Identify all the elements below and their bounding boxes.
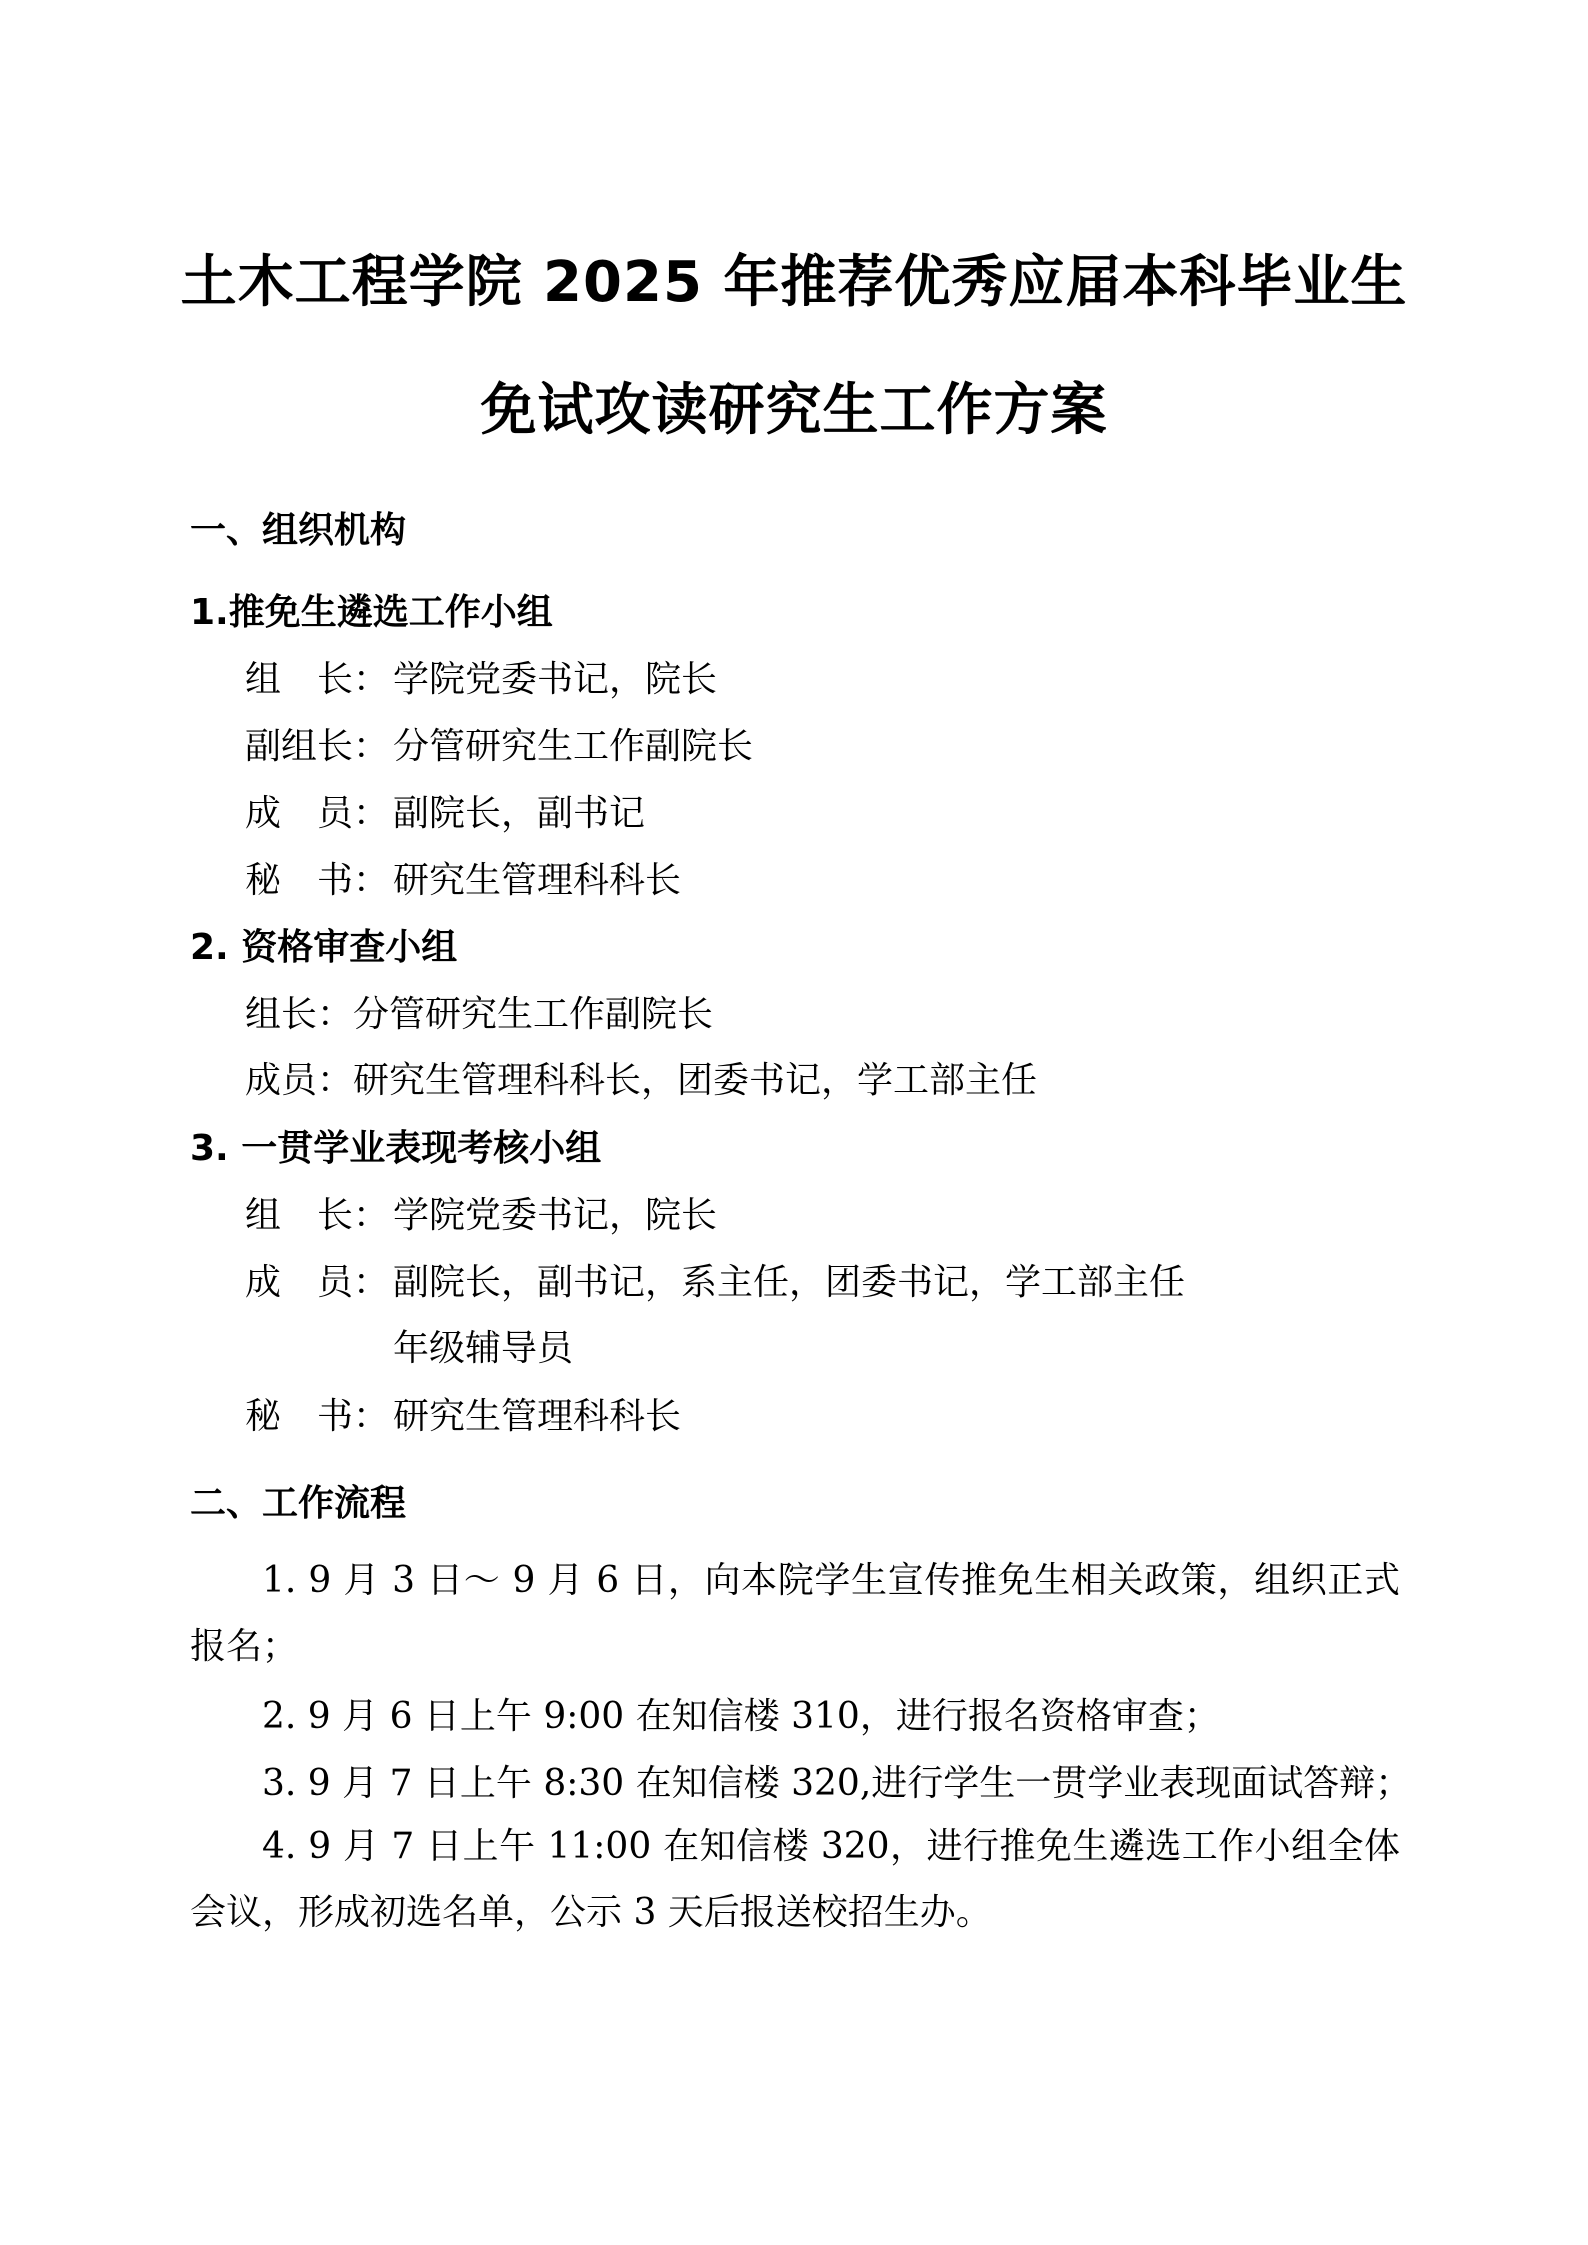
member-row bbox=[245, 785, 646, 836]
member-role-label: 秘 书： bbox=[245, 1396, 390, 1437]
member-row bbox=[245, 1254, 1186, 1305]
workflow-item bbox=[190, 1814, 1400, 1946]
member-role-value: 研究生管理科科长 bbox=[393, 860, 682, 901]
workflow-item: 2. 9 月 6 日上午 9:00 在知信楼 310，进行报名资格审查； bbox=[262, 1696, 1220, 1737]
member-row bbox=[245, 718, 754, 769]
member-role-value: 研究生管理科科长 bbox=[393, 1396, 682, 1437]
member-role-value: 学院党委书记，院长 bbox=[393, 1195, 718, 1236]
group-heading-selection: 1.推免生遴选工作小组 bbox=[190, 592, 553, 633]
member-continuation: 年级辅导员 bbox=[393, 1328, 574, 1369]
member-row bbox=[245, 852, 682, 903]
document-title-line1: 土木工程学院 2025 年推荐优秀应届本科毕业生 bbox=[180, 250, 1408, 315]
member-role-label: 组 长： bbox=[245, 1195, 390, 1236]
member-role-value: 副院长，副书记 bbox=[393, 793, 646, 834]
member-role-value: 学院党委书记，院长 bbox=[393, 659, 718, 700]
workflow-item-text: 4. 9 月 7 日上午 11:00 在知信楼 320，进行推免生遴选工作小组全体会议，形成初选名单，公示 3 天后报送校招生办。 bbox=[190, 1826, 1400, 1933]
section-heading-organization: 一、组织机构 bbox=[190, 510, 407, 551]
member-role-value: 副院长，副书记，系主任，团委书记，学工部主任 bbox=[393, 1262, 1186, 1303]
group-heading-qualification: 2. 资格审查小组 bbox=[190, 927, 458, 968]
section-heading-workflow: 二、工作流程 bbox=[190, 1483, 407, 1524]
workflow-item bbox=[190, 1548, 1400, 1680]
member-row bbox=[245, 1187, 718, 1238]
member-role-label: 成 员： bbox=[245, 793, 390, 834]
workflow-item: 3. 9 月 7 日上午 8:30 在知信楼 320,进行学生一贯学业表现面试答辩； bbox=[262, 1763, 1412, 1804]
workflow-item-text: 1. 9 月 3 日～ 9 月 6 日，向本院学生宣传推免生相关政策，组织正式报名； bbox=[190, 1560, 1400, 1667]
member-row bbox=[245, 651, 718, 702]
qualification-row: 成员：研究生管理科科长，团委书记，学工部主任 bbox=[245, 1060, 1038, 1101]
document-title-line2: 免试攻读研究生工作方案 bbox=[480, 378, 1108, 443]
group-heading-assessment: 3. 一贯学业表现考核小组 bbox=[190, 1128, 602, 1169]
member-role-label: 组 长： bbox=[245, 659, 390, 700]
member-role-label: 秘 书： bbox=[245, 860, 390, 901]
qualification-row: 组长：分管研究生工作副院长 bbox=[245, 994, 714, 1035]
member-row bbox=[245, 1388, 682, 1439]
member-role-label: 成 员： bbox=[245, 1262, 390, 1303]
member-role-value: 分管研究生工作副院长 bbox=[393, 726, 754, 767]
member-role-label: 副组长： bbox=[245, 726, 390, 767]
